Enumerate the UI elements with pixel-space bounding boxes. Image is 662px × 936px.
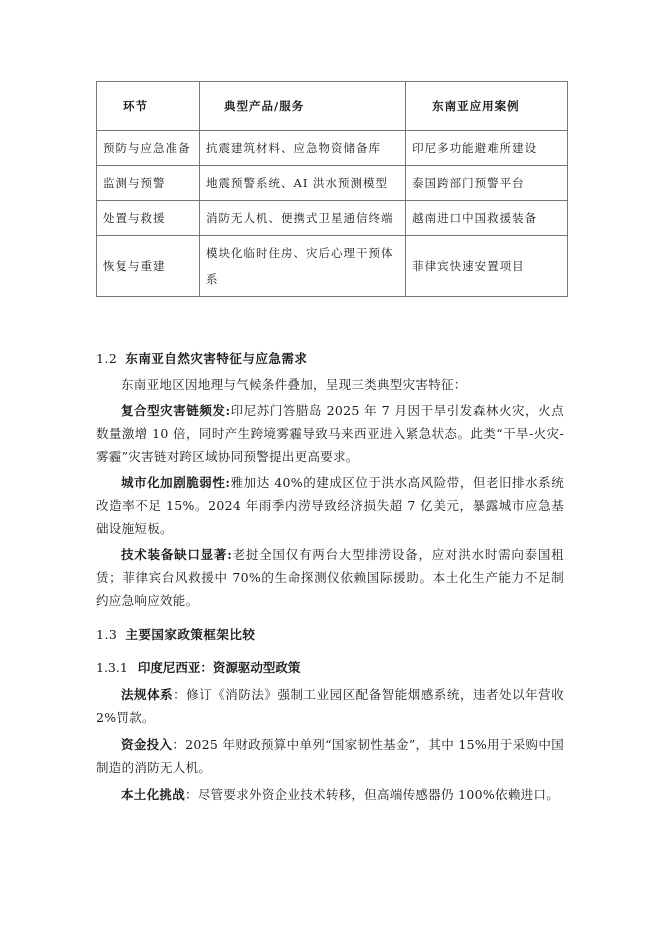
subsection-title: 印度尼西亚：资源驱动型政策 (137, 660, 301, 675)
table-cell: 泰国跨部门预警平台 (406, 166, 568, 201)
section-heading (96, 349, 307, 367)
table-row (97, 166, 568, 201)
table-cell: 预防与应急准备 (97, 131, 200, 166)
table-row (97, 131, 568, 166)
item-text: 老挝全国仅有两台大型排涝设备，应对洪水时需向泰国租赁；菲律宾台风救援中 70%的生命探测仪依赖国际援助。本土化生产能力不足制约应急响应效能。 (96, 547, 564, 608)
table-cell: 恢复与重建 (97, 236, 200, 297)
item-text: 尽管要求外资企业技术转移，但高端传感器仍 100%依赖进口。 (197, 787, 560, 802)
paragraph-item (96, 543, 564, 612)
item-separator: ： (172, 737, 186, 752)
item-label: 法规体系 (121, 687, 174, 702)
item-label: 技术装备缺口显著: (121, 547, 233, 562)
item-separator: ： (185, 787, 198, 802)
item-label: 复合型灾害链频发: (121, 403, 231, 418)
comparison-table (96, 81, 568, 297)
table-cell: 抗震建筑材料、应急物资储备库 (200, 131, 406, 166)
item-text: 印尼苏门答腊岛 2025 年 7 月因干旱引发森林火灾，火点数量激增 10 倍，同时产生跨境雾霾导致马来西亚进入紧急状态。此类“干旱-火灾-雾霾”灾害链对跨区域协同预警提出更高要求。 (96, 403, 564, 464)
subsection-heading (96, 658, 300, 676)
table-cell: 印尼多功能避难所建设 (406, 131, 568, 166)
table-header-cell: 典型产品/服务 (200, 82, 406, 131)
table-row (97, 236, 568, 297)
section-number: 1.2 (96, 351, 118, 366)
table-cell: 地震预警系统、AI 洪水预测模型 (200, 166, 406, 201)
table-cell: 监测与预警 (97, 166, 200, 201)
table-cell: 处置与救援 (97, 201, 200, 236)
table-header-cell: 环节 (97, 82, 200, 131)
item-label: 资金投入 (121, 737, 173, 752)
table-cell: 消防无人机、便携式卫星通信终端 (200, 201, 406, 236)
item-label: 城市化加剧脆弱性: (121, 475, 231, 490)
item-text: 2025 年财政预算中单列“国家韧性基金”，其中 15%用于采购中国制造的消防无人机。 (96, 737, 564, 775)
paragraph-item (96, 783, 564, 806)
subsection-number: 1.3.1 (96, 660, 128, 675)
paragraph-item (96, 683, 564, 729)
section-title: 主要国家政策框架比较 (125, 627, 256, 642)
paragraph-item (96, 733, 564, 779)
item-text: 修订《消防法》强制工业园区配备智能烟感系统，违者处以年营收 2%罚款。 (96, 687, 565, 725)
item-separator: ： (173, 687, 187, 702)
paragraph-intro: 东南亚地区因地理与气候条件叠加，呈现三类典型灾害特征： (121, 377, 467, 392)
paragraph-item (96, 471, 564, 540)
paragraph-item (96, 399, 564, 468)
table-cell: 越南进口中国救援装备 (406, 201, 568, 236)
table-cell: 菲律宾快速安置项目 (406, 236, 568, 297)
item-label: 本土化挑战 (121, 787, 186, 802)
table-header-cell: 东南亚应用案例 (406, 82, 568, 131)
section-title: 东南亚自然灾害特征与应急需求 (125, 351, 308, 366)
item-text: 雅加达 40%的建成区位于洪水高风险带，但老旧排水系统改造率不足 15%。2024 年雨季内涝导致经济损失超 7 亿美元，暴露城市应急基础设施短板。 (96, 475, 564, 536)
table-header-row (97, 82, 568, 131)
section-number: 1.3 (96, 627, 118, 642)
table-cell: 模块化临时住房、灾后心理干预体系 (200, 236, 406, 297)
section-heading (96, 625, 255, 643)
table-row (97, 201, 568, 236)
